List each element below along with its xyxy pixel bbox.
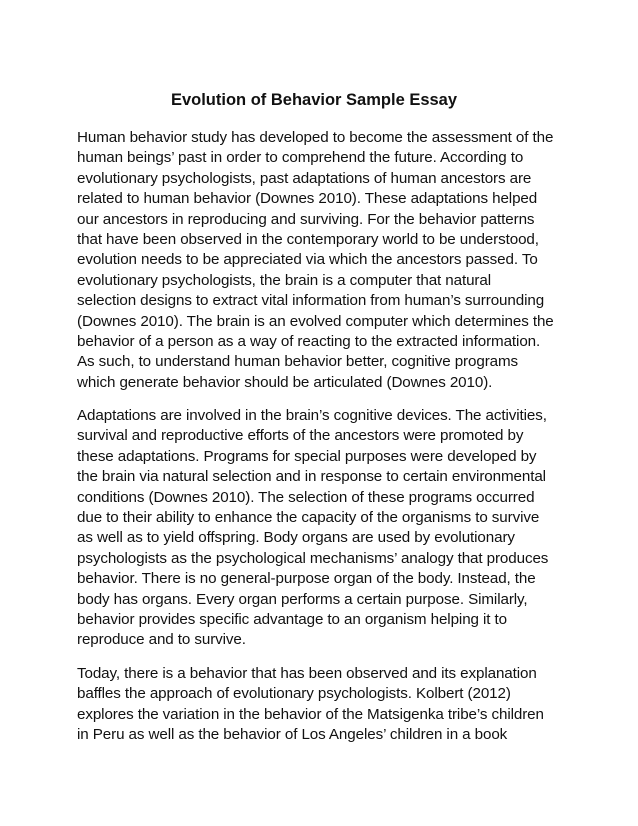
document-title-text: Evolution of Behavior Sample Essay <box>170 91 458 109</box>
text-line: survival and reproductive efforts of the ancestors were promoted by <box>77 427 524 445</box>
text-line: our ancestors in reproducing and surviving. For the behavior patterns <box>77 210 535 228</box>
text-line: reproduce and to survive. <box>77 631 246 649</box>
text-line: body has organs. Every organ performs a certain purpose. Similarly, <box>77 590 528 608</box>
text-line: evolution needs to be appreciated via which the ancestors passed. To <box>77 251 538 269</box>
text-line: Human behavior study has developed to become the assessment of the <box>77 129 554 146</box>
text-line: in Peru as well as the behavior of Los Angeles’ children in a book <box>77 726 508 744</box>
text-line: baffles the approach of evolutionary psychologists. Kolbert (2012) <box>77 685 511 703</box>
text-line: the brain via natural selection and in response to certain environmental <box>77 468 546 486</box>
text-line: these adaptations. Programs for special purposes were developed by <box>77 447 537 465</box>
text-line: psychologists as the psychological mechanisms’ analogy that produces <box>77 549 549 567</box>
text-line: behavior. There is no general-purpose organ of the body. Instead, the <box>77 570 536 588</box>
text-line: evolutionary psychologists, the brain is a computer that natural <box>77 271 492 289</box>
text-line: selection designs to extract vital information from human’s surrounding <box>77 292 545 310</box>
text-line: Today, there is a behavior that has been observed and its explanation <box>77 665 537 682</box>
document-title <box>0 89 638 111</box>
paragraph-1 <box>77 128 577 393</box>
text-line: which generate behavior should be articulated (Downes 2010). <box>77 373 493 391</box>
text-line: Adaptations are involved in the brain’s cognitive devices. The activities, <box>77 407 547 424</box>
text-line: (Downes 2010). The brain is an evolved computer which determines the <box>77 312 554 330</box>
text-line: that have been observed in the contemporary world to be understood, <box>77 231 539 249</box>
text-line: explores the variation in the behavior of the Matsigenka tribe’s children <box>77 705 544 723</box>
text-line: As such, to understand human behavior better, cognitive programs <box>77 353 519 371</box>
text-line: behavior of a person as a way of reacting to the extracted information. <box>77 333 541 351</box>
text-line: conditions (Downes 2010). The selection of these programs occurred <box>77 488 535 506</box>
text-line: as well as to yield offspring. Body organs are used by evolutionary <box>77 529 515 547</box>
text-line: behavior provides specific advantage to an organism helping it to <box>77 611 507 629</box>
paragraph-3 <box>77 664 577 746</box>
text-line: related to human behavior (Downes 2010). These adaptations helped <box>77 190 538 208</box>
text-line: due to their ability to enhance the capacity of the organisms to survive <box>77 509 540 527</box>
paragraph-2 <box>77 406 577 651</box>
text-line: evolutionary psychologists, past adaptations of human ancestors are <box>77 169 532 187</box>
text-line: human beings’ past in order to comprehend the future. According to <box>77 149 524 167</box>
